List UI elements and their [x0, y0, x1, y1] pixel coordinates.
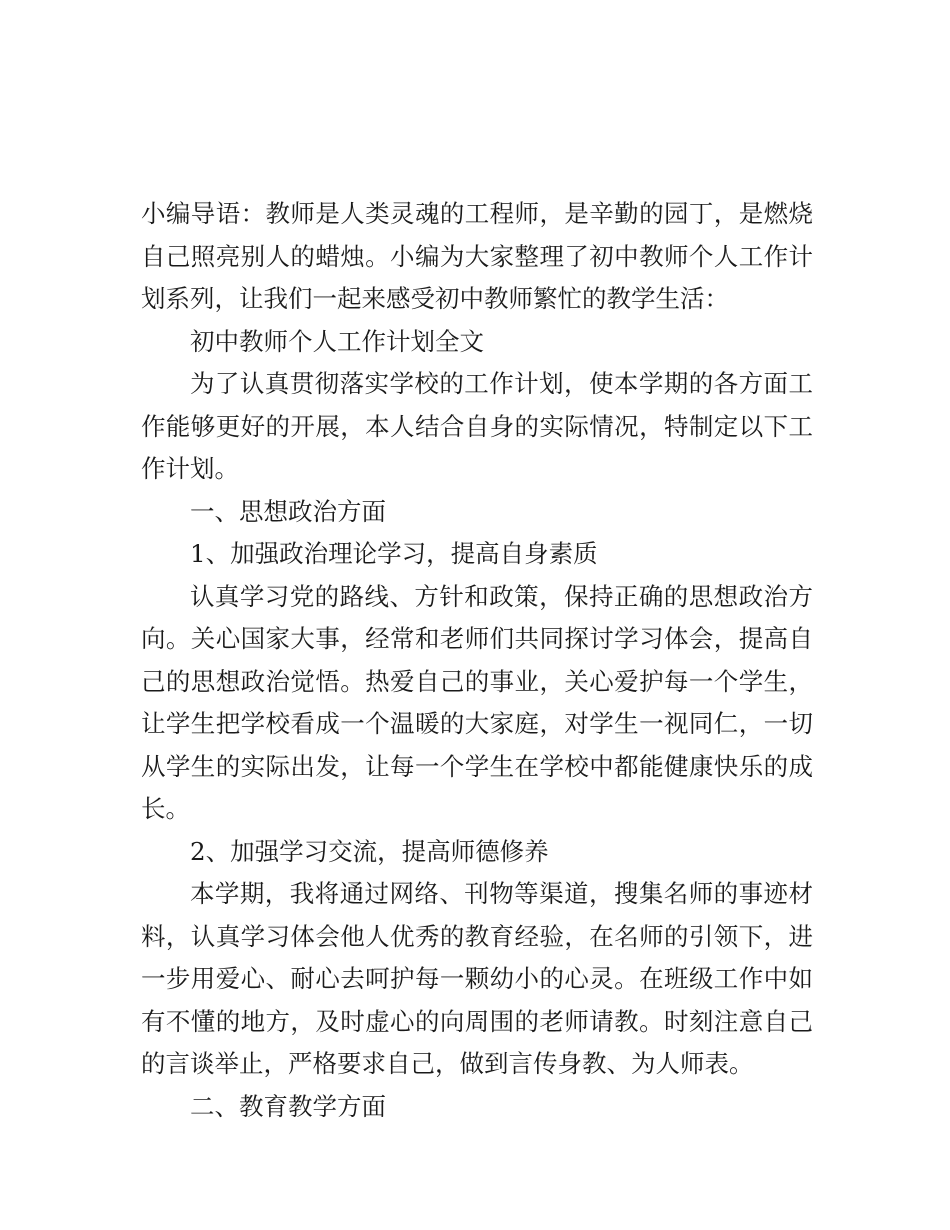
- body-paragraph: 认真学习党的路线、方针和政策，保持正确的思想政治方向。关心国家大事，经常和老师们共同探讨学习体会，提高自己的思想政治觉悟。热爱自己的事业，关心爱护每一个学生，让学生把学校看成一个温暖的大家庭，对学生一视同仁，一切从学生的实际出发，让每一个学生在学校中都能健康快乐的成长。: [141, 581, 813, 823]
- subsection-heading: 2、加强学习交流，提高师德修养: [190, 836, 549, 866]
- subsection-heading: 1、加强政治理论学习，提高自身素质: [190, 539, 598, 568]
- section-title: 初中教师个人工作计划全文: [190, 326, 484, 356]
- body-paragraph: 为了认真贯彻落实学校的工作计划，使本学期的各方面工作能够更好的开展，本人结合自身的实际情况，特制定以下工作计划。: [141, 369, 813, 483]
- section-heading: 二、教育教学方面: [190, 1091, 386, 1121]
- section-heading: 一、思想政治方面: [190, 496, 386, 526]
- intro-paragraph: 小编导语：教师是人类灵魂的工程师，是辛勤的园丁，是燃烧自己照亮别人的蜡烛。小编为大家整理了初中教师个人工作计划系列，让我们一起来感受初中教师繁忙的教学生活：: [141, 199, 813, 313]
- document-body: [141, 193, 813, 1128]
- body-paragraph: 本学期，我将通过网络、刊物等渠道，搜集名师的事迹材料，认真学习体会他人优秀的教育经验，在名师的引领下，进一步用爱心、耐心去呵护每一颗幼小的心灵。在班级工作中如有不懂的地方，及时虚心的向周围的老师请教。时刻注意自己的言谈举止，严格要求自己，做到言传身教、为人师表。: [141, 879, 813, 1078]
